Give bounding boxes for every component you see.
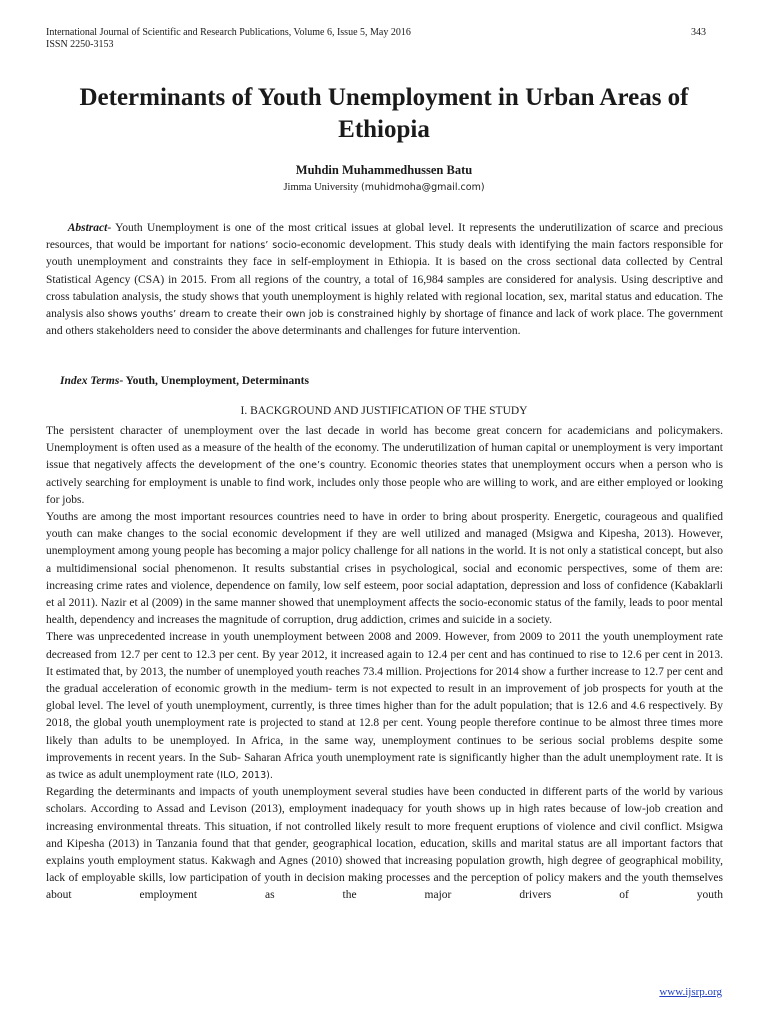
abstract-text-sans-2: shows youths’ dream to create their own job is constrained highly by bbox=[107, 309, 442, 321]
paragraph-3-sans: (ILO, 2013). bbox=[216, 770, 273, 782]
author-name: Muhdin Muhammedhussen Batu bbox=[295, 163, 473, 177]
index-terms-label: Index Terms bbox=[60, 375, 120, 387]
university: Jimma University bbox=[283, 182, 359, 193]
abstract-text-3: shortage of finance and lack of work place. The government and others stakeholders need to consider the above determinants and challenges for future intervention. bbox=[46, 308, 723, 338]
abstract-text-sans-1: nations’ socio bbox=[229, 240, 297, 252]
affiliation bbox=[40, 182, 728, 193]
body-text bbox=[46, 423, 723, 905]
paragraph bbox=[46, 629, 723, 784]
paragraph-1-sans: development of the one’s bbox=[198, 460, 326, 472]
page-number: 343 bbox=[691, 27, 706, 38]
running-header bbox=[46, 27, 411, 51]
author-email: (muhidmoha@gmail.com) bbox=[361, 182, 485, 193]
journal-citation: International Journal of Scientific and Research Publications, Volume 6, Issue 5, May 2016 bbox=[46, 27, 411, 38]
abstract bbox=[46, 220, 723, 340]
paragraph-1a: The persistent character of unemployment over the last decade in world has become great concern for academicians and policymakers. Unemployment is often used as a measure of the health of the economy. The underutilization of human capital or unemployment is very important issue that negatively affects the bbox=[46, 425, 723, 472]
section-heading: I. BACKGROUND AND JUSTIFICATION OF THE STUDY bbox=[240, 405, 528, 417]
paragraph: Regarding the determinants and impacts of youth unemployment several studies have been conducted in different parts of the world by various scholars. According to Assad and Levison (2013), employment inadequacy for youth shows up in high rates because of low-job creation and increasing environmental threats. This situation, if not controlled likely result to more frequent eruptions of violence and civil conflict. Msigwa and Kipesha (2013) in Tanzania found that that gender, geographical location, education, skills and marital status are all important factors that explains youth employment status. Kakwagh and Agnes (2010) showed that increasing population growth, high degree of geographical mobility, lack of employable skills, low participation of youth in decision making processes and the perception of policy makers and the youth themselves about employment as the major drivers of youth bbox=[46, 786, 723, 902]
index-terms-text: - Youth, Unemployment, Determinants bbox=[119, 375, 309, 387]
abstract-text-1: - Youth Unemployment is one of the most critical issues at global level. It represents the underutilization of scarce and precious resources, that would be important for bbox=[46, 222, 723, 252]
issn: ISSN 2250-3153 bbox=[46, 39, 114, 50]
journal-url-link[interactable]: www.ijsrp.org bbox=[659, 986, 722, 998]
index-terms bbox=[60, 375, 309, 387]
paragraph-3: There was unprecedented increase in youth unemployment between 2008 and 2009. However, from 2009 to 2011 the youth unemployment rate decreased from 12.7 per cent to 12.3 per cent. By year 2012, it increased again to 12.4 per cent and has continued to rise to 12.6 per cent in 2013. It estimated that, by 2013, the number of unemployed youth reaches 73.4 million. Projections for 2014 show a further increase to 12.7 per cent and the gradual acceleration of economic growth in the medium- term is not expected to result in an improvement of job prospects for youth at the global level. The level of youth unemployment, currently, is three times higher than for the adult population; that is 12.6 and 4.6 respectively. By 2018, the global youth unemployment rate is projected to stand at 12.8 per cent. Young people therefore continue to be almost three times more likely than adults to be unemployed. In Africa, in the same way, unemployment continues to be serious social problems despite some improvements in recent years. In the Sub- Saharan Africa youth unemployment rate is significantly higher than the adult unemployment rate. It is as twice as adult unemployment rate bbox=[46, 631, 723, 782]
abstract-label: Abstract bbox=[67, 222, 108, 234]
paragraph bbox=[46, 423, 723, 509]
paragraph-1b: country. Economic theories states that unemployment occurs when a person who is actively searching for employment is unable to find work, includes only those people who are willing to work, and are either employed or looking for jobs. bbox=[46, 459, 723, 506]
abstract-text-2: -economic development. This study deals with identifying the main factors responsible for youth unemployment and constraints they face in self-employment in Ethiopia. It is based on the cross sectional data collected by Central Statistical Agency (CSA) in 2015. From all regions of the country, a total of 16,984 samples are considered for analysis. Using descriptive and cross tabulation analysis, the study shows that youth unemployment is highly related with regional location, sex, marital status and education. The analysis also bbox=[46, 239, 723, 321]
paragraph: Youths are among the most important resources countries need to have in order to bring about prosperity. Energetic, courageous and qualified youth can make changes to the social economic development if they are well utilized and managed (Msigwa and Kipesha, 2013). However, unemployment among young people has becoming a major policy challenge for all nations in the world. It is not only a statistical concept, but also a multidimensional social phenomenon. It results substantial crises in psychological, social and economic perspectives, some of them are: increasing crime rates and violence, dependence on family, low self esteem, poor social adaptation, depression and loss of confidence (Kabaklarli et al 2011). Nazir et al (2009) in the same manner showed that unemployment affects the socio-economic status of the family, leads to poor mental health, dependency and increases the magnitude of corruption, drug addiction, crimes and suicide in a society. bbox=[46, 511, 723, 627]
paper-title: Determinants of Youth Unemployment in Urban Areas of Ethiopia bbox=[79, 84, 689, 143]
